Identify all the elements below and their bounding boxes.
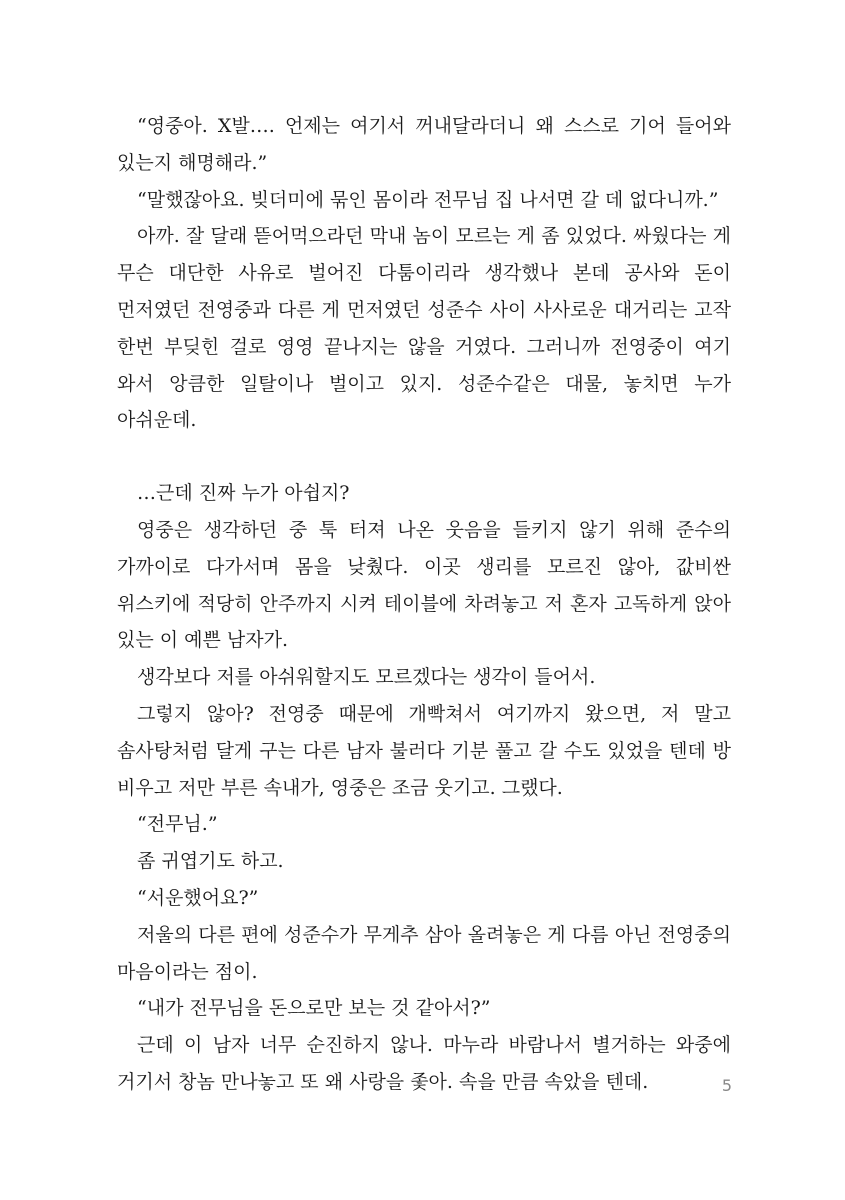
paragraph: 아까. 잘 달래 뜯어먹으라던 막내 놈이 모르는 게 좀 있었다. 싸웠다는 게 무슨 대단한 사유로 벌어진 다툼이리라 생각했나 본데 공사와 돈이 먼저였던 전영중과 다른 게 먼저였던 성준수 사이 사사로운 대거리는 고작 한번 부딪힌 걸로 영영 끝나지는 않을 거였다. 그러니까 전영중이 여기 와서 앙큼한 일탈이나 벌이고 있지. 성준수같은 대물, 놓치면 누가 아쉬운데. [117, 225, 731, 432]
page-number: 5 [721, 1076, 732, 1095]
paragraph: 저울의 다른 편에 성준수가 무게추 삼아 올려놓은 게 다름 아닌 전영중의 마음이라는 점이. [117, 923, 731, 983]
paragraph: “서운했어요?” [137, 886, 259, 909]
paragraph: “전무님.” [137, 813, 218, 836]
paragraph: “영중아. X발…. 언제는 여기서 꺼내달라더니 왜 스스로 기어 들어와 있는지 해명해라.” [117, 115, 731, 174]
paragraph: 그렇지 않아? 전영중 때문에 개빡쳐서 여기까지 왔으면, 저 말고 솜사탕처럼 달게 구는 다른 남자 불러다 기분 풀고 갈 수도 있었을 텐데 방 비우고 저만 부른 속내가, 영중은 조금 웃기고. 그랬다. [117, 702, 731, 799]
paragraph: 좀 귀엽기도 하고. [137, 850, 284, 873]
paragraph: 근데 이 남자 너무 순진하지 않나. 마누라 바람나서 별거하는 와중에 거기서 창놈 만나놓고 또 왜 사랑을 좇아. 속을 만큼 속았을 텐데. [117, 1034, 731, 1093]
body-text [117, 108, 731, 1101]
paragraph: “말했잖아요. 빚더미에 묶인 몸이라 전무님 집 나서면 갈 데 없다니까.” [137, 188, 719, 211]
section-break [117, 439, 731, 475]
paragraph: “내가 전무님을 돈으로만 보는 것 같아서?” [137, 997, 491, 1020]
paragraph: 영중은 생각하던 중 툭 터져 나온 웃음을 들키지 않기 위해 준수의 가까이로 다가서며 몸을 낮췄다. 이곳 생리를 모르진 않아, 값비싼 위스키에 적당히 안주까지 시켜 테이블에 차려놓고 저 혼자 고독하게 앉아 있는 이 예쁜 남자가. [117, 518, 731, 652]
paragraph: …근데 진짜 누가 아쉽지? [137, 482, 350, 505]
paragraph: 생각보다 저를 아쉬워할지도 모르겠다는 생각이 들어서. [137, 666, 596, 689]
